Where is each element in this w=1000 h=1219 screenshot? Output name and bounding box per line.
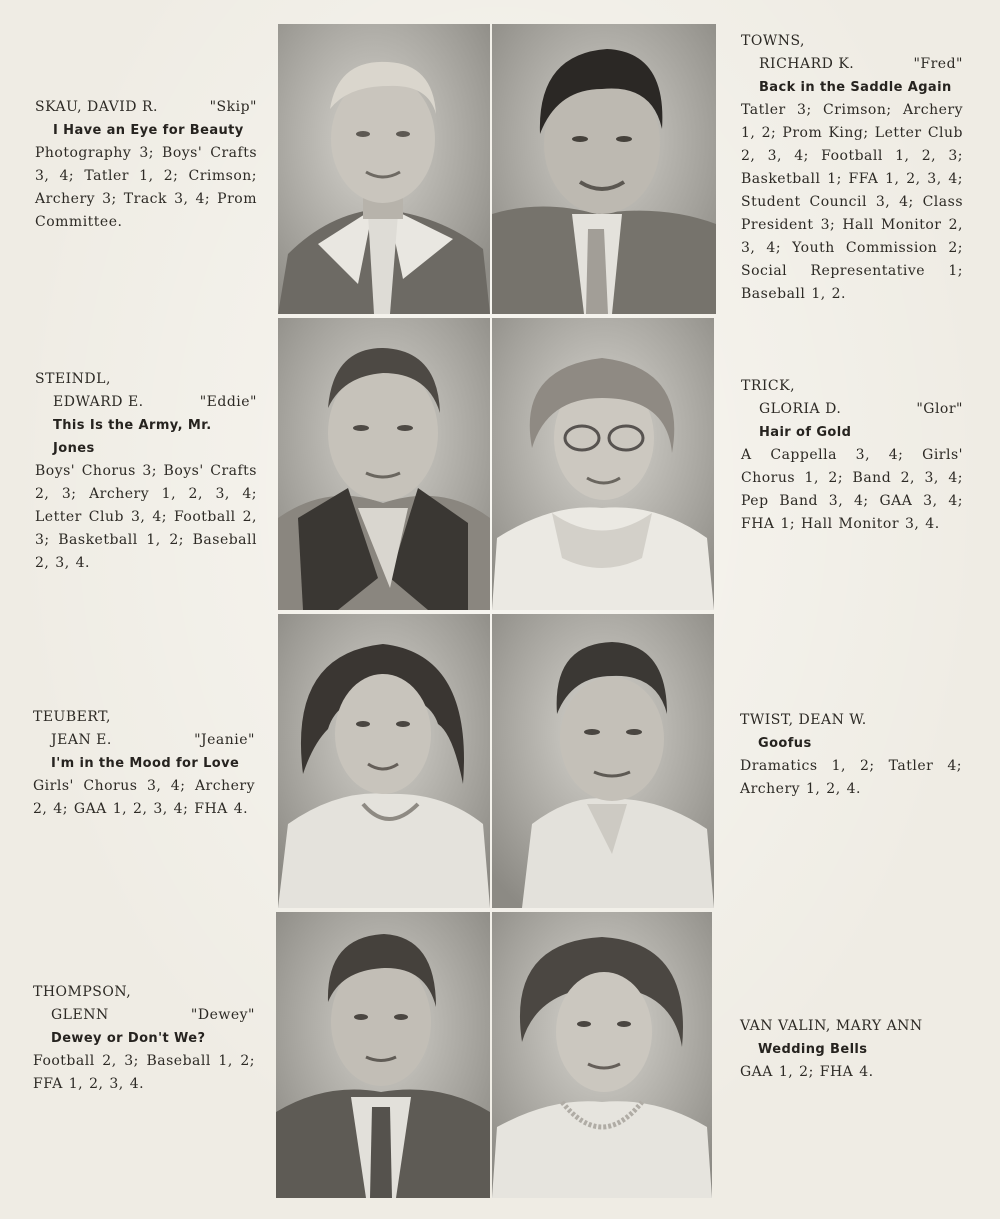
- student-nickname: "Glor": [916, 401, 963, 417]
- student-motto: This Is the Army, Mr. Jones: [53, 418, 212, 456]
- portrait-photo-towns: [492, 24, 716, 314]
- student-entry-steindl: [35, 368, 257, 575]
- student-name: TRICK,: [741, 378, 796, 394]
- student-name: TEUBERT,: [33, 709, 111, 725]
- student-activities: A Cappella 3, 4; Girls' Chorus 1, 2; Band 2, 3, 4; Pep Band 3, 4; GAA 3, 4; FHA 1; Hall Monitor 3, 4.: [741, 447, 963, 532]
- student-name-continued: JEAN E.: [51, 732, 112, 748]
- student-name-continued: EDWARD E.: [53, 394, 144, 410]
- student-name-continued: RICHARD K.: [759, 56, 855, 72]
- portrait-photo-twist: [492, 614, 714, 908]
- student-nickname: "Dewey": [190, 1007, 255, 1023]
- student-motto: Hair of Gold: [759, 425, 852, 440]
- student-entry-vanvalin: [740, 1015, 962, 1084]
- student-activities: GAA 1, 2; FHA 4.: [740, 1064, 874, 1080]
- student-entry-thompson: [33, 981, 255, 1096]
- student-name: STEINDL,: [35, 371, 111, 387]
- student-motto: Back in the Saddle Again: [759, 80, 952, 95]
- portrait-photo-teubert: [278, 614, 490, 908]
- student-activities: Girls' Chorus 3, 4; Archery 2, 4; GAA 1, 2, 3, 4; FHA 4.: [33, 778, 255, 817]
- student-entry-skau: [35, 96, 257, 234]
- student-name: SKAU, DAVID R.: [35, 99, 158, 115]
- student-name-continued: GLORIA D.: [759, 401, 842, 417]
- student-entry-towns: [741, 30, 963, 306]
- student-name: VAN VALIN, MARY ANN: [740, 1018, 923, 1034]
- student-activities: Football 2, 3; Baseball 1, 2; FFA 1, 2, 3, 4.: [33, 1053, 255, 1092]
- student-nickname: "Jeanie": [194, 732, 255, 748]
- student-entry-trick: [741, 375, 963, 536]
- student-activities: Tatler 3; Crimson; Archery 1, 2; Prom King; Letter Club 2, 3, 4; Football 1, 2, 3; Basketball 1; FFA 1, 2, 3, 4; Student Council 3, 4; Class President 3; Hall Monitor 2, 3, 4; Youth Commission 2; Social Representative 1; Baseball 1, 2.: [741, 102, 963, 302]
- portrait-photo-thompson: [276, 912, 490, 1198]
- portrait-photo-vanvalin: [492, 912, 712, 1198]
- student-name: TOWNS,: [741, 33, 805, 49]
- portrait-photo-trick: [492, 318, 714, 610]
- student-activities: Boys' Chorus 3; Boys' Crafts 2, 3; Archery 1, 2, 3, 4; Letter Club 3, 4; Football 2, 3; Basketball 1, 2; Baseball 2, 3, 4.: [35, 463, 257, 571]
- portrait-photo-steindl: [278, 318, 490, 610]
- student-name-continued: GLENN: [51, 1007, 109, 1023]
- student-motto: Dewey or Don't We?: [51, 1031, 206, 1046]
- student-nickname: "Fred": [913, 56, 963, 72]
- student-motto: I'm in the Mood for Love: [51, 756, 240, 771]
- student-activities: Dramatics 1, 2; Tatler 4; Archery 1, 2, 4.: [740, 758, 962, 797]
- student-nickname: "Eddie": [199, 394, 257, 410]
- portrait-photo-skau: [278, 24, 490, 314]
- student-nickname: "Skip": [209, 99, 257, 115]
- student-motto: I Have an Eye for Beauty: [53, 123, 244, 138]
- student-motto: Goofus: [758, 736, 812, 751]
- student-name: THOMPSON,: [33, 984, 132, 1000]
- student-activities: Photography 3; Boys' Crafts 3, 4; Tatler 1, 2; Crimson; Archery 3; Track 3, 4; Prom Committee.: [35, 145, 257, 230]
- student-name: TWIST, DEAN W.: [740, 712, 867, 728]
- student-entry-twist: [740, 709, 962, 801]
- student-entry-teubert: [33, 706, 255, 821]
- student-motto: Wedding Bells: [758, 1042, 868, 1057]
